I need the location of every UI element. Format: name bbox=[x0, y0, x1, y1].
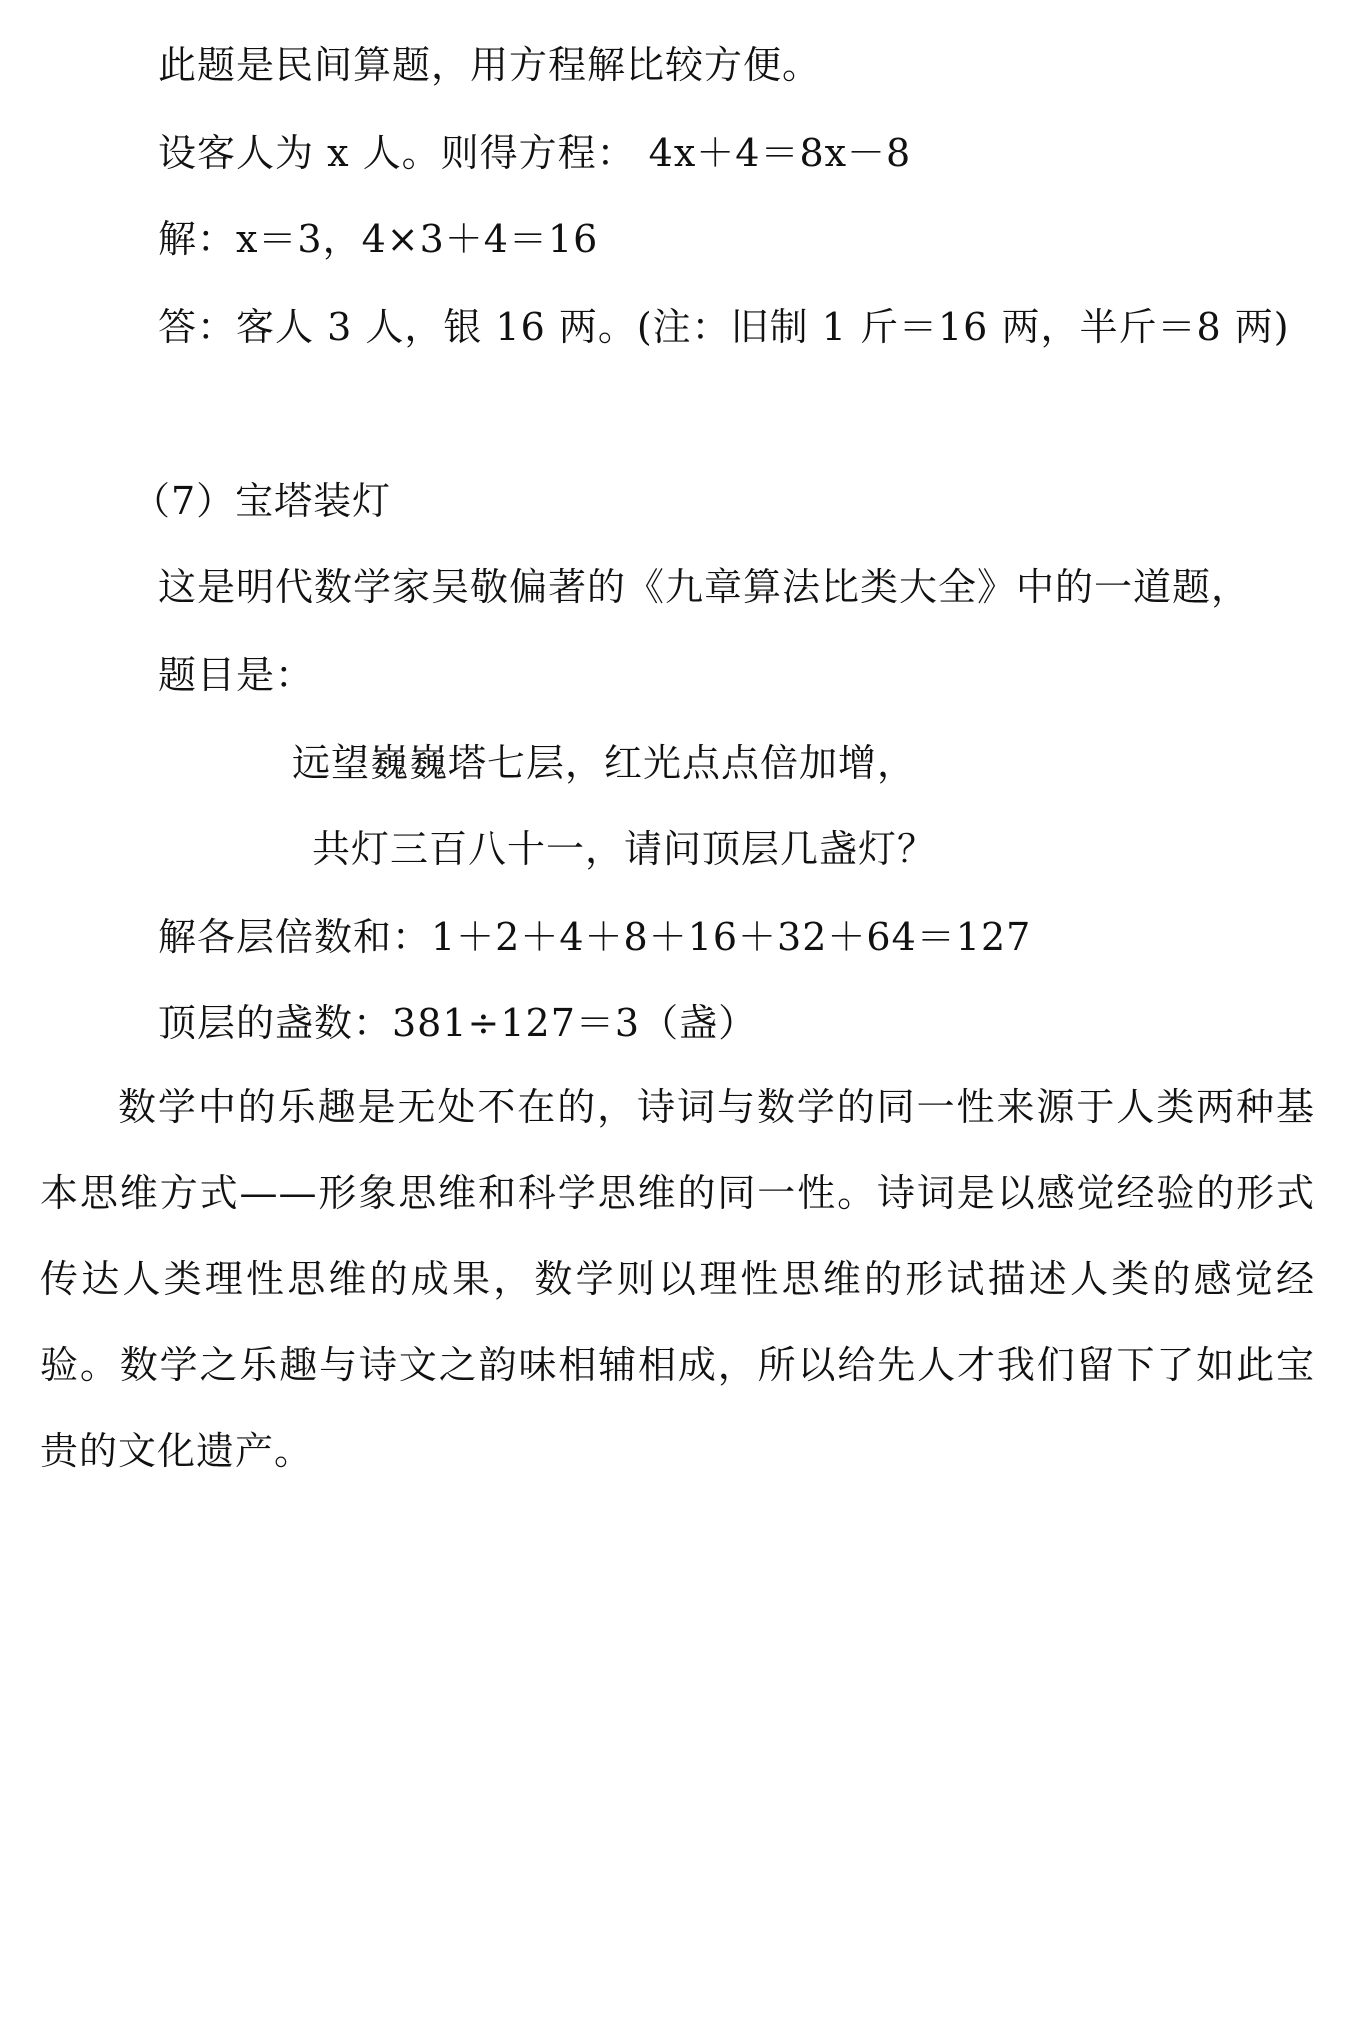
poem-line-2: 共灯三百八十一，请问顶层几盏灯？ bbox=[312, 827, 937, 871]
section6-answer: 答：客人 3 人，银 16 两。(注：旧制 1 斤＝16 两，半斤＝8 两) bbox=[158, 305, 1290, 349]
section7-solution-sum: 解各层倍数和：1＋2＋4＋8＋16＋32＋64＝127 bbox=[158, 915, 1032, 959]
section7-intro-continued: 题目是： bbox=[158, 653, 315, 697]
section6-equation-setup: 设客人为 x 人。则得方程： 4x＋4＝8x－8 bbox=[158, 131, 912, 175]
conclusion-paragraph: 数学中的乐趣是无处不在的，诗词与数学的同一性来源于人类两种基本思维方式——形象思维和科学思维的同一性。诗词是以感觉经验的形式传达人类理性思维的成果，数学则以理性思维的形试描述人类的感觉经验。数学之乐趣与诗文之韵味相辅相成，所以给先人才我们留下了如此宝贵的文化遗产。 bbox=[40, 1085, 1315, 1473]
section6-solution: 解：x＝3，4×3＋4＝16 bbox=[158, 217, 599, 261]
poem-line-1: 远望巍巍塔七层，红光点点倍加增， bbox=[292, 741, 917, 785]
section7-heading: （7）宝塔装灯 bbox=[132, 479, 392, 523]
section7-intro: 这是明代数学家吴敬偏著的《九章算法比类大全》中的一道题， bbox=[158, 565, 1251, 609]
section6-note: 此题是民间算题，用方程解比较方便。 bbox=[158, 43, 822, 87]
section7-solution-top: 顶层的盏数：381÷127＝3（盏） bbox=[158, 1001, 758, 1045]
